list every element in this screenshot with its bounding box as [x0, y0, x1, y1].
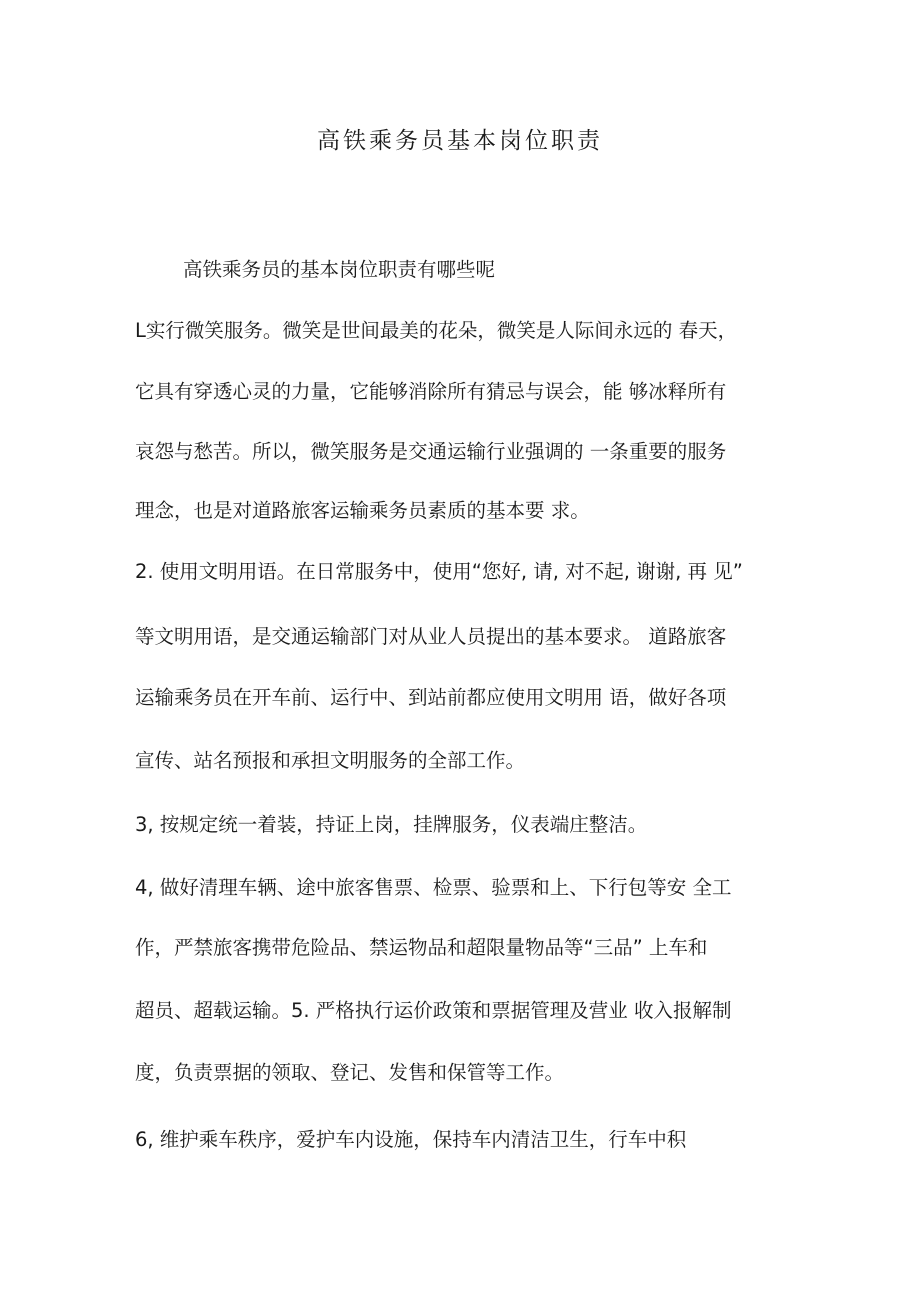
paragraph-line-14: 6, 维护乘车秩序，爱护车内设施，保持车内清洁卫生，行车中积: [135, 1128, 687, 1151]
paragraph-line-11: 作，严禁旅客携带危险品、禁运物品和超限量物品等“三品” 上车和: [135, 936, 708, 959]
paragraph-line-3: 哀怨与愁苦。所以，微笑服务是交通运输行业强调的 一条重要的服务: [135, 440, 727, 463]
paragraph-line-4: 理念，也是对道路旅客运输乘务员素质的基本要 求。: [135, 499, 590, 522]
paragraph-line-9: 3, 按规定统一着装，持证上岗，挂牌服务，仪表端庄整洁。: [135, 813, 648, 836]
paragraph-line-12: 超员、超载运输。5. 严格执行运价政策和票据管理及营业 收入报解制: [135, 999, 732, 1022]
document-title: 高铁乘务员基本岗位职责: [317, 128, 603, 154]
paragraph-line-7: 运输乘务员在开车前、运行中、到站前都应使用文明用 语，做好各项: [135, 686, 727, 709]
paragraph-line-6: 等文明用语，是交通运输部门对从业人员提出的基本要求。 道路旅客: [135, 625, 727, 648]
paragraph-line-8: 宣传、站名预报和承担文明服务的全部工作。: [135, 749, 526, 772]
paragraph-line-2: 它具有穿透心灵的力量，它能够消除所有猜忌与误会，能 够冰释所有: [135, 380, 727, 403]
paragraph-line-intro: 高铁乘务员的基本岗位职责有哪些呢: [183, 258, 496, 281]
paragraph-line-13: 度，负责票据的领取、登记、发售和保管等工作。: [135, 1061, 565, 1084]
paragraph-line-5: 2. 使用文明用语。在日常服务中，使用“您好, 请, 对不起, 谢谢, 再 见”: [135, 560, 743, 583]
paragraph-line-10: 4, 做好清理车辆、途中旅客售票、检票、验票和上、下行包等安 全工: [135, 876, 732, 899]
paragraph-line-1: L实行微笑服务。微笑是世间最美的花朵，微笑是人际间永远的 春天，: [135, 319, 738, 342]
